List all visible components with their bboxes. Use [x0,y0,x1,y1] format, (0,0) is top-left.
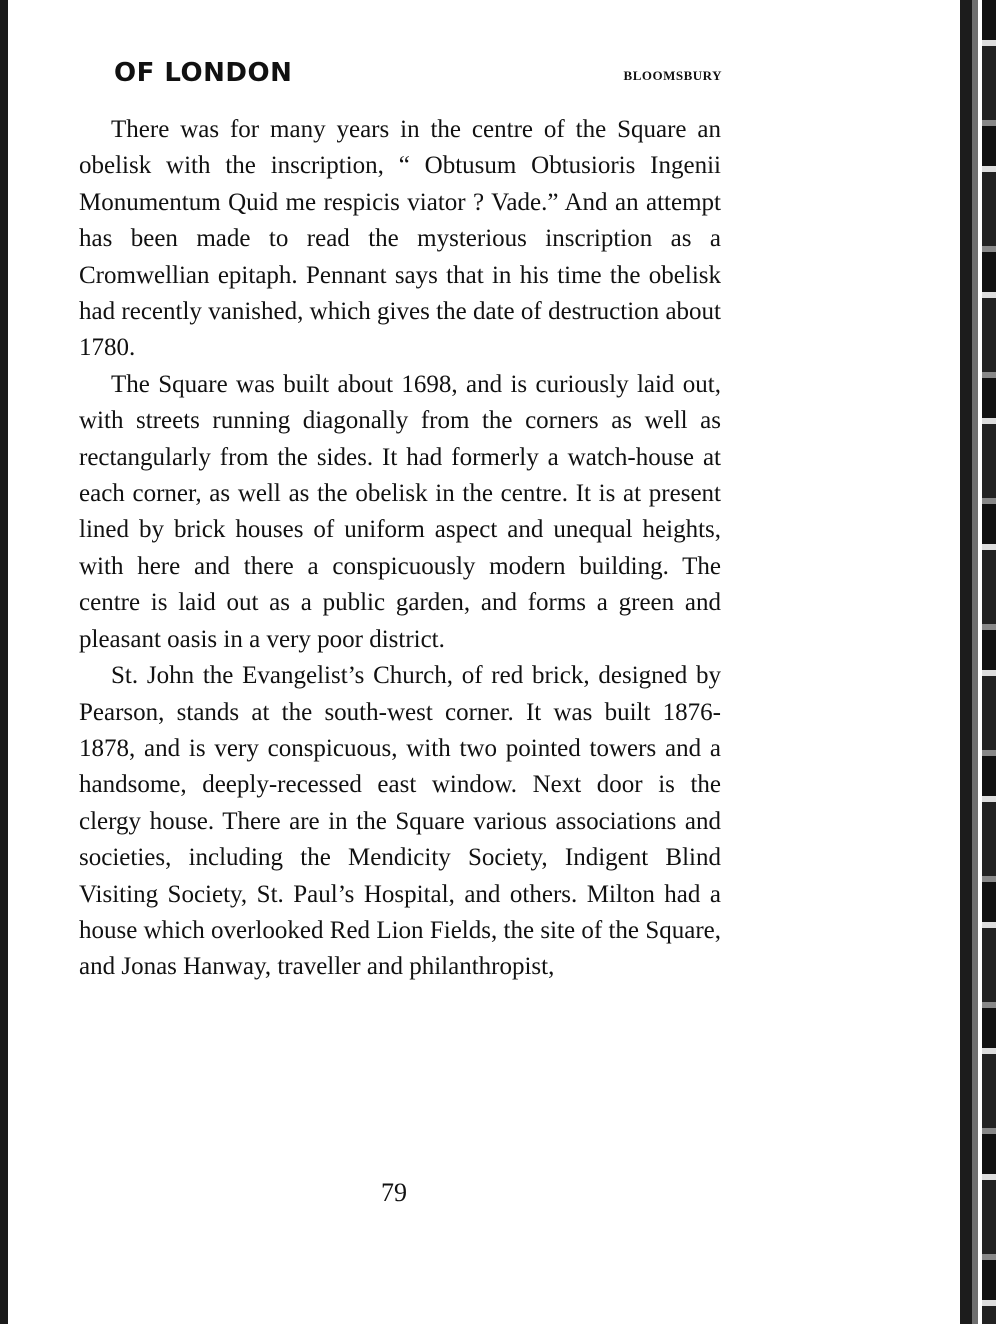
running-head-section: BLOOMSBURY [623,68,722,83]
paragraph: There was for many years in the centre of the Square an obelisk with the inscription, “ Obtusum Obtusioris Ingenii Monumentum Quid me respicis viator ? Vade.” And an attempt has been made to read the mysterious inscription as a Cromwellian epitaph. Pennant says that in his time the obelisk had recently vanished, which gives the date of destruction about 1780. [79,116,721,362]
page-number: 79 [381,1178,407,1207]
paragraph: The Square was built about 1698, and is curiously laid out, with streets running diagonally from the corners as well as rectangularly from the sides. It had formerly a watch-house at each corner, as well as the obelisk in the centre. It is at present lined by brick houses of uniform aspect and unequal heights, with here and there a conspicuously modern building. The centre is laid out as a public garden, and forms a green and pleasant oasis in a very poor district. [79,370,721,653]
paragraph: St. John the Evangelist’s Church, of red brick, designed by Pearson, stands at the south-west corner. It was built 1876-1878, and is very conspicuous, with two pointed towers and a handsome, deeply-recessed east window. Next door is the clergy house. There are in the Square various associations and societies, including the Mendicity Society, Indigent Blind Visiting Society, St. Paul’s Hospital, and others. Milton had a house which overlooked Red Lion Fields, the site of the Square, and Jonas Hanway, traveller and philanthropist, [79,662,721,981]
binding-edge [0,0,8,1324]
running-head [114,58,722,94]
body-text [79,112,721,986]
running-head-title: OF LONDON [114,58,293,88]
page-edge-shadow [952,0,1000,1324]
